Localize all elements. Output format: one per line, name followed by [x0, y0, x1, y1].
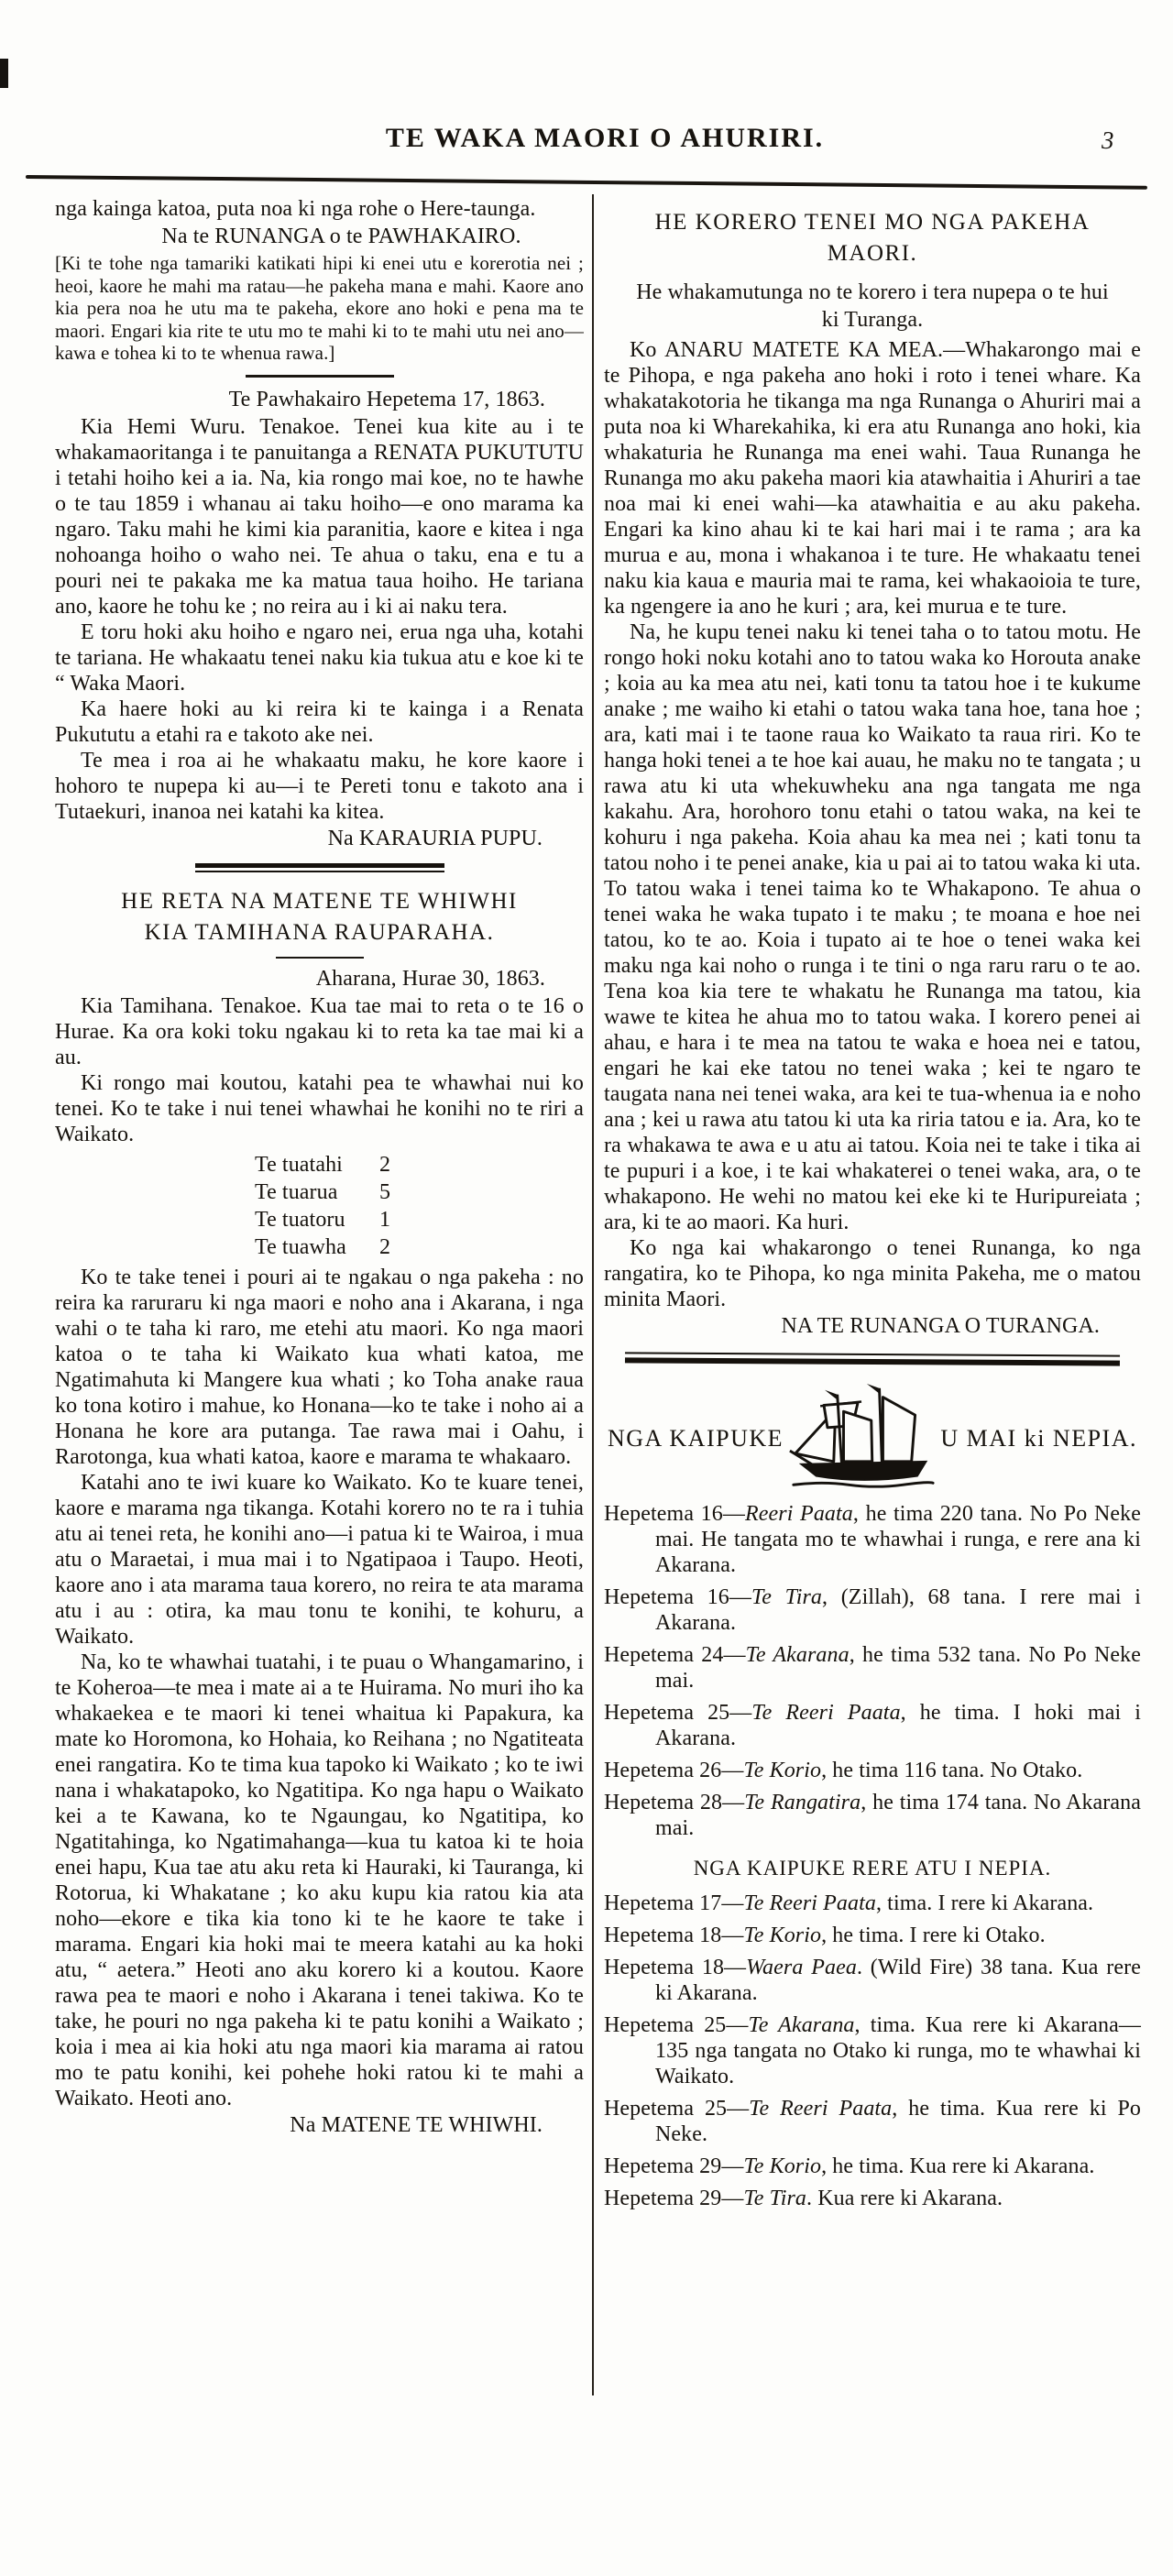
tally-value: 2 — [379, 1153, 391, 1177]
article-heading-line2: MAORI. — [827, 241, 918, 266]
entry-detail: , tima. I rere ki Akarana. — [875, 1891, 1094, 1915]
entry-date: Hepetema 18— — [604, 1924, 744, 1947]
entry-detail: , he tima 174 tana. No Akarana mai. — [655, 1791, 1141, 1840]
tally-value: 1 — [379, 1208, 391, 1232]
entry-detail: , he tima. I rere ki Otako. — [821, 1924, 1046, 1947]
signature-line: Na MATENE TE WHIWHI. — [290, 2113, 543, 2137]
entry-date: Hepetema 26— — [604, 1759, 744, 1782]
entry-date: Hepetema 25— — [604, 1701, 752, 1725]
letter-paragraph: E toru hoki aku hoiho e ngaro nei, erua nga uha, kotahi te tariana. He whakaatu tenei naku kia tukua atu e koe ki te “ Waka Maori. — [55, 619, 584, 696]
shipping-entry — [604, 1891, 1141, 1916]
entry-date: Hepetema 16— — [604, 1585, 751, 1609]
tally-label: Te tuarua — [255, 1180, 338, 1204]
shipping-arrivals-header — [608, 1383, 1137, 1495]
tally-label: Te tuatahi — [255, 1153, 343, 1177]
shipping-entry — [604, 1758, 1141, 1783]
tally-label: Te tuawha — [255, 1235, 346, 1259]
tally-label: Te tuatoru — [255, 1208, 345, 1232]
article-paragraph: Ko nga kai whakarongo o tenei Runanga, ko nga rangatira, ko te Pihopa, ko nga minita Pakeha, me o matou minita Maori. — [604, 1236, 1141, 1311]
editorial-note: [Ki te tohe nga tamariki katikati hipi ki enei utu e korerotia nei ; heoi, kaore he mahi ma ratau—he pakeha mana e mahi. Kaore ano kia pera noa he utu ma te pakeha, ekore ano hoki e pena ma te maori. Engari kia rite te utu mo te mahi ki to te mahi utu nei ano—kawa e tohea ki to te whenua rawa.] — [55, 252, 584, 364]
double-rule — [195, 863, 444, 872]
article-paragraph: Ko ANARU MATETE KA MEA.—Whakarongo mai e te Pihopa, e nga pakeha ano hoki i roto i tenei whare. Ka whakatakotoria he tikanga ma nga Runanga o Ahuriri mai a puta noa ki Wharekahika, ki era atu Runanga ano hoki, kia whakaturia he Runanga ma enei wahi. Taua Runanga he Runanga mo aku pakeha maori kia atawhaitia i Ahuriri a tae noa mai ki enei wahi—ka atawhaitia e au aku pakeha. Engari ka kino ahau ki te kai hari mai i te rama ; ara ka murua e au, mona i whakanoa i te ture. He whakaatu tenei naku kia kaua e mauria mai te rama, kei whakaoioia te ture, ka ngengere ia ano he kuri ; ara, kei murua e te ture. — [604, 338, 1141, 619]
left-column — [55, 196, 584, 2140]
masthead-title: TE WAKA MAORI O AHURIRI. — [385, 123, 825, 153]
runanga-signature: Na te RUNANGA o te PAWHAKAIRO. — [161, 225, 521, 248]
entry-date: Hepetema 29— — [604, 2154, 744, 2178]
entry-date: Hepetema 29— — [604, 2187, 744, 2210]
entry-date: Hepetema 25— — [604, 2097, 750, 2121]
ship-name: Te Reeri Paata — [743, 1891, 876, 1915]
right-column — [604, 196, 1141, 2218]
ship-name: Te Akarana — [748, 2013, 855, 2037]
entry-date: Hepetema 25— — [604, 2013, 749, 2037]
shipping-entry — [604, 2096, 1141, 2147]
entry-date: Hepetema 24— — [604, 1643, 746, 1667]
signature-line: NA TE RUNANGA O TURANGA. — [781, 1314, 1100, 1338]
shipping-title-right: U MAI ki NEPIA. — [940, 1425, 1137, 1452]
ship-name: Te Akarana — [745, 1643, 850, 1667]
letter-paragraph: Ka haere hoki au ki reira ki te kainga i a Renata Pukututu a etahi ra e takoto ake nei. — [55, 696, 584, 747]
entry-detail: , he tima 116 tana. No Otako. — [821, 1759, 1083, 1782]
ship-name: Reeri Paata — [744, 1502, 853, 1526]
tally-list — [255, 1151, 584, 1261]
ship-name: Te Rangatira — [744, 1791, 861, 1814]
shipping-entry — [604, 1700, 1141, 1751]
entry-detail: , tima. Kua rere ki Akarana—135 nga tangata no Otako ki runga, mo te whawhai ki Waikato. — [655, 2013, 1142, 2088]
letter-paragraph: Ki rongo mai koutou, katahi pea te whawhai nui ko tenei. Ko te take i nui tenei whawhai he konihi no te riri a Waikato. — [55, 1071, 584, 1146]
article-heading — [604, 207, 1141, 269]
entry-detail: , he tima 220 tana. No Po Neke mai. He tangata mo te whawhai i runga, e rere ana ki Akarana. — [655, 1502, 1141, 1577]
header-rule — [26, 175, 1147, 190]
shipping-entry — [604, 1642, 1141, 1694]
ship-name: Te Reeri Paata — [749, 2097, 893, 2121]
double-rule — [625, 1352, 1120, 1365]
tally-value: 5 — [379, 1180, 391, 1204]
entry-detail: , (Zillah), 68 tana. I rere mai i Akarana. — [655, 1585, 1142, 1635]
entry-detail: . (Wild Fire) 38 tana. Kua rere ki Akarana. — [655, 1956, 1141, 2005]
letter-paragraph: Te mea i roa ai he whakaatu maku, he kore kaore i hohoro te nupepa ki au—i te Pereti tonu e takoto ana i Tutaekuri, inanoa nei katahi ka kitea. — [55, 748, 584, 824]
entry-detail: , he tima. Kua rere ki Po Neke. — [655, 2097, 1141, 2146]
shipping-entry — [604, 1923, 1141, 1948]
letter-paragraph: Kia Tamihana. Tenakoe. Kua tae mai to reta o te 16 o Hurae. Ka ora koki toku ngakau ki to reta ka tae mai ki a au. — [55, 994, 584, 1069]
letter-paragraph: Katahi ano te iwi kuare ko Waikato. Ko te kuare tenei, kaore e marama nga tikanga. Kotahi korero no te ra i tuhia atu ai tenei reta, he konihi ano—i patua ki te Wairoa, i mua atu o Maraetai, i mua mai i to Ngatipaoa i Taupo. Heoti, kaore ano i ata marama taua korero, no reira te ata marama atu i au : otira, ka mau tonu te konihi, te kohuru, a Waikato. — [55, 1471, 584, 1649]
shipping-title-left: NGA KAIPUKE — [608, 1425, 784, 1452]
entry-detail: , he tima. Kua rere ki Akarana. — [821, 2154, 1095, 2178]
continuation-paragraph: nga kainga katoa, puta noa ki nga rohe o Here-taunga. — [55, 197, 536, 221]
ship-name: Te Tira — [751, 1585, 823, 1609]
tally-row — [255, 1178, 584, 1206]
signature-line: Na KARAURIA PUPU. — [327, 826, 543, 850]
letter-heading — [55, 886, 584, 948]
article-heading-line1: HE KORERO TENEI MO NGA PAKEHA — [654, 210, 1091, 235]
shipping-entry — [604, 2154, 1141, 2179]
ship-name: Waera Paea — [746, 1956, 857, 1979]
entry-date: Hepetema 16— — [604, 1502, 745, 1526]
heading-rule — [276, 957, 364, 959]
letter-paragraph: Ko te take tenei i pouri ai te ngakau o nga pakeha : no reira ka raruraru ki nga maori e noho ana i Akarana, i nga wahi o te taha ki raro, me etehi atu maori. Ko nga maori katoa o te taha ki Waikato kua whati katoa, me Ngatimahuta ki Mangere kua whati ; ko Toha anake raua ko tona kotiro i mahue, ko Honana—ko te take i noho ai a Honana he kore ara putanga. Tae rawa mai i Oahu, i Rarotonga, kua whati katoa, kaore e marama te whakaaro. — [55, 1266, 584, 1469]
tally-row — [255, 1206, 584, 1233]
tally-row — [255, 1233, 584, 1261]
shipping-entry — [604, 1501, 1141, 1578]
page-number: 3 — [1102, 126, 1114, 154]
ship-name: Te Korio — [743, 1759, 822, 1782]
column-divider — [592, 194, 594, 2395]
article-subheading: He whakamutunga no te korero i tera nupepa o te hui ki Turanga. — [636, 280, 1109, 332]
letter-heading-line1: HE RETA NA MATENE TE WHIWHI — [121, 888, 518, 914]
departures-heading: NGA KAIPUKE RERE ATU I NEPIA. — [693, 1857, 1052, 1880]
entry-detail: , he tima 532 tana. No Po Neke mai. — [655, 1643, 1141, 1693]
article-paragraph: Na, he kupu tenei naku ki tenei taha o to tatou motu. He rongo hoki noku kotahi ano to tatou waka ko Horouta anake ; koia au ka mea atu nei, kati tonu ta tatou hoe i te kukume anake ; me waiho ki etahi o tatou waka tana hoe, tana hoe ; ara, kati mai i te taone raua ko Waikato ta raua riri. Ko te hanga hoki tenei a te hoe kai auau, he maku no te tangata ; u rawa atu ki uta whekuwheku ana nga tangata me nga kakahu. Ara, horohoro tonu etahi o tatou waka, na kei te kohuru i nga pakeha. Koia ahau ka mea nei ; kati tonu ta tatou noho i te penei anake, kia u pai ai to tatou waka ki uta. To tatou waka i tenei taima ko te Whakapono. Te ahua o tenei waka he waka tupato i te maku ; te moana e hoe nei tatou, ko te ao. Koia i tupato ai te hoe o tenei waka kei maku nga kai noho o runga i te tini o nga raru raru o te ao. Tena koa kia tere te whakatu he Runanga ma tatou, kia wawe te kitea he ahua mo to tatou waka. I korero penei ai ahau, e hara i te mea na tatou te waka e hoea nei e tatou, engari he kai eke tatou no tenei waka ; kei te ngaro te taugata nana nei tenei waka, ara kei te tua-whenua ia e noho ana ; kei u rawa atu tatou ki uta ka riria tatou e ia. Ara, ko te ra whakawa te awa e u atu ai tatou. Koia nei te take i tika ai te pupuri i a koe, i te kai whakaterei o tenei waka, ara, o te whakapono. He wehi no matou kei eke ki te Huripureiata ; ara, ki te ao maori. Ka huri. — [604, 620, 1141, 1234]
letter-heading-line2: KIA TAMIHANA RAUPARAHA. — [144, 919, 495, 945]
dateline: Aharana, Hurae 30, 1863. — [315, 967, 545, 991]
arrivals-list — [604, 1501, 1141, 1841]
dateline: Te Pawhakairo Hepetema 17, 1863. — [228, 387, 545, 411]
scan-artifact — [0, 59, 8, 88]
ship-name: Te Korio — [743, 1924, 822, 1947]
ship-name: Te Korio — [743, 2154, 822, 2178]
departures-list — [604, 1891, 1141, 2211]
ship-name: Te Reeri Paata — [751, 1701, 901, 1725]
ship-name: Te Tira — [743, 2187, 807, 2210]
letter-paragraph: Na, ko te whawhai tuatahi, i te puau o Whangamarino, i te Koheroa—te mea i mate ai a te Huirama. No muri iho ka whakaekea e te maori ki tenei whaitua ki Papakura, ka mate ko Horomona, ko Hohaia, ko Reihana ; no Ngatiteata enei rangatira. Ko te tima kua tapoko ki Waikato ; ko te iwi nana i whakatapoko, ko Ngatitipa. Ko nga hapu o Waikato kei a te Kawana, ko te Ngaungau, ko Ngatitipa, ko Ngatitahinga, ko Ngatimahanga—kua tu katoa ki te hoia enei hapu, Kua tae atu aku reta ki Hauraki, ki Tauranga, ki Rotorua, ki Whakatane ; ko aku kupu kia ratou kia ata noho—ekore e tika kia tono ki te he kaore te take i marama. Engari kia hoki mai te meera katahi au ka hoki atu, “ aetera.” Heoti ano aku korero ki a koutou. Kaore rawa pea te maori e noho i Akarana i tenei takiwa. Ko te take, he pouri no nga pakeha ki te patu konihi a Waikato ; koia i mea ai kia hoki atu nga maori kia marama ai ratou mo te patu konihi, kei pohehe hoki ratou ki te mahi a Waikato. Heoti ano. — [55, 1650, 584, 2110]
letter-paragraph: Kia Hemi Wuru. Tenakoe. Tenei kua kite au i te whakamaoritanga i te panuitanga a RENATA PUKUTUTU i tetahi hoiho kei a ia. Na, kia rongo mai koe, no te hawhe o te tau 1859 i whanau ai taku hoiho—e ono marama ka ngaro. Taku mahi he kimi kia paranitia, kaore e kitea i nga nohoanga hoiho o waho nei. Te ahua o taku, ena e tu a pouri nei te pakaka me ka matua taua hoiho. He tariana ano, kaore he tohu ke ; no reira au i ki ai naku tera. — [55, 414, 584, 619]
shipping-entry — [604, 1584, 1141, 1636]
entry-date: Hepetema 17— — [604, 1891, 744, 1915]
tally-row — [255, 1151, 584, 1178]
section-rule — [246, 375, 394, 378]
entry-date: Hepetema 18— — [604, 1956, 747, 1979]
shipping-entry — [604, 2012, 1141, 2089]
sailing-ship-icon — [785, 1383, 939, 1495]
tally-value: 2 — [379, 1235, 391, 1259]
shipping-entry — [604, 1790, 1141, 1841]
entry-detail: , he tima. I hoki mai i Akarana. — [655, 1701, 1141, 1750]
entry-detail: . Kua rere ki Akarana. — [806, 2187, 1003, 2210]
entry-date: Hepetema 28— — [604, 1791, 745, 1814]
shipping-entry — [604, 2186, 1141, 2211]
shipping-entry — [604, 1955, 1141, 2006]
